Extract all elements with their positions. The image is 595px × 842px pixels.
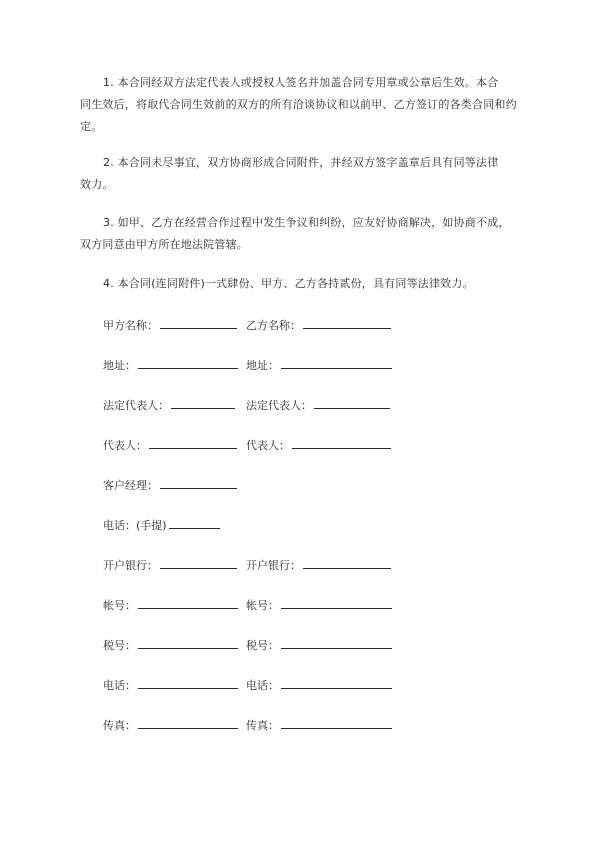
party-a-name-label: 甲方名称： [103, 319, 158, 332]
tax-b-field [246, 634, 392, 656]
account-manager-blank[interactable] [160, 474, 237, 489]
fax-b-label: 传真： [246, 719, 279, 732]
account-a-field [103, 594, 238, 616]
party-a-name-blank[interactable] [160, 314, 237, 329]
address-b-blank[interactable] [281, 354, 392, 369]
tel-b-field [246, 674, 392, 696]
clause-2 [80, 152, 523, 196]
tel-a-field [103, 674, 238, 696]
tel-a-label: 电话： [103, 679, 136, 692]
address-a-field [103, 354, 238, 376]
tax-b-label: 税号： [246, 639, 279, 652]
address-b-field [246, 354, 392, 376]
clause-1-line1: 1. 本合同经双方法定代表人或授权人签名并加盖合同专用章或公章后生效。本合 [103, 76, 499, 89]
tax-a-label: 税号： [103, 639, 136, 652]
bank-b-blank[interactable] [303, 554, 391, 569]
legal-rep-b-field [246, 394, 390, 416]
bank-a-label: 开户银行： [103, 559, 158, 572]
account-b-field [246, 594, 392, 616]
bank-b-label: 开户银行： [246, 559, 301, 572]
fax-b-field [246, 714, 392, 736]
account-manager-label: 客户经理： [103, 479, 158, 492]
mobile-phone-field [103, 514, 220, 536]
address-b-label: 地址： [246, 359, 279, 372]
tel-b-blank[interactable] [281, 674, 392, 689]
party-a-name-field [103, 314, 237, 336]
account-manager-field [103, 474, 237, 496]
bank-b-field [246, 554, 391, 576]
clause-4-line1: 4. 本合同(连同附件)一式肆份、甲方、乙方各持贰份，具有同等法律效力。 [103, 277, 474, 290]
tax-a-blank[interactable] [138, 634, 238, 649]
party-b-name-label: 乙方名称： [246, 319, 301, 332]
tel-a-blank[interactable] [138, 674, 238, 689]
account-b-blank[interactable] [281, 594, 392, 609]
clause-3-rest: 双方同意由甲方所在地法院管辖。 [80, 238, 248, 251]
party-b-name-field [246, 314, 391, 336]
fax-a-blank[interactable] [138, 714, 238, 729]
rep-a-blank[interactable] [149, 434, 237, 449]
account-a-label: 帐号： [103, 599, 136, 612]
legal-rep-a-blank[interactable] [171, 394, 235, 409]
mobile-phone-label: 电话：(手提) [103, 519, 167, 532]
legal-rep-b-label: 法定代表人： [246, 399, 312, 412]
tax-a-field [103, 634, 238, 656]
clause-2-rest: 效力。 [80, 178, 114, 191]
tel-b-label: 电话： [246, 679, 279, 692]
address-a-label: 地址： [103, 359, 136, 372]
clause-2-line1: 2. 本合同未尽事宜，双方协商形成合同附件，并经双方签字盖章后具有同等法律 [103, 156, 499, 169]
fax-b-blank[interactable] [281, 714, 392, 729]
mobile-phone-blank[interactable] [169, 514, 220, 529]
legal-rep-a-field [103, 394, 235, 416]
rep-a-label: 代表人： [103, 439, 147, 452]
account-b-label: 帐号： [246, 599, 279, 612]
account-a-blank[interactable] [138, 594, 238, 609]
clause-4 [103, 273, 523, 295]
rep-b-field [246, 434, 391, 456]
rep-a-field [103, 434, 237, 456]
rep-b-blank[interactable] [292, 434, 391, 449]
bank-a-blank[interactable] [160, 554, 237, 569]
clause-3 [80, 212, 523, 256]
clause-1-rest: 同生效后，将取代合同生效前的双方的所有洽谈协议和以前甲、乙方签订的各类合同和约定。 [80, 98, 517, 133]
address-a-blank[interactable] [138, 354, 238, 369]
legal-rep-b-blank[interactable] [314, 394, 390, 409]
legal-rep-a-label: 法定代表人： [103, 399, 169, 412]
bank-a-field [103, 554, 237, 576]
fax-a-label: 传真： [103, 719, 136, 732]
party-b-name-blank[interactable] [303, 314, 391, 329]
tax-b-blank[interactable] [281, 634, 392, 649]
clause-1 [80, 72, 523, 138]
fax-a-field [103, 714, 238, 736]
clause-3-line1: 3. 如甲、乙方在经营合作过程中发生争议和纠纷，应友好协商解决，如协商不成， [103, 216, 510, 229]
rep-b-label: 代表人： [246, 439, 290, 452]
